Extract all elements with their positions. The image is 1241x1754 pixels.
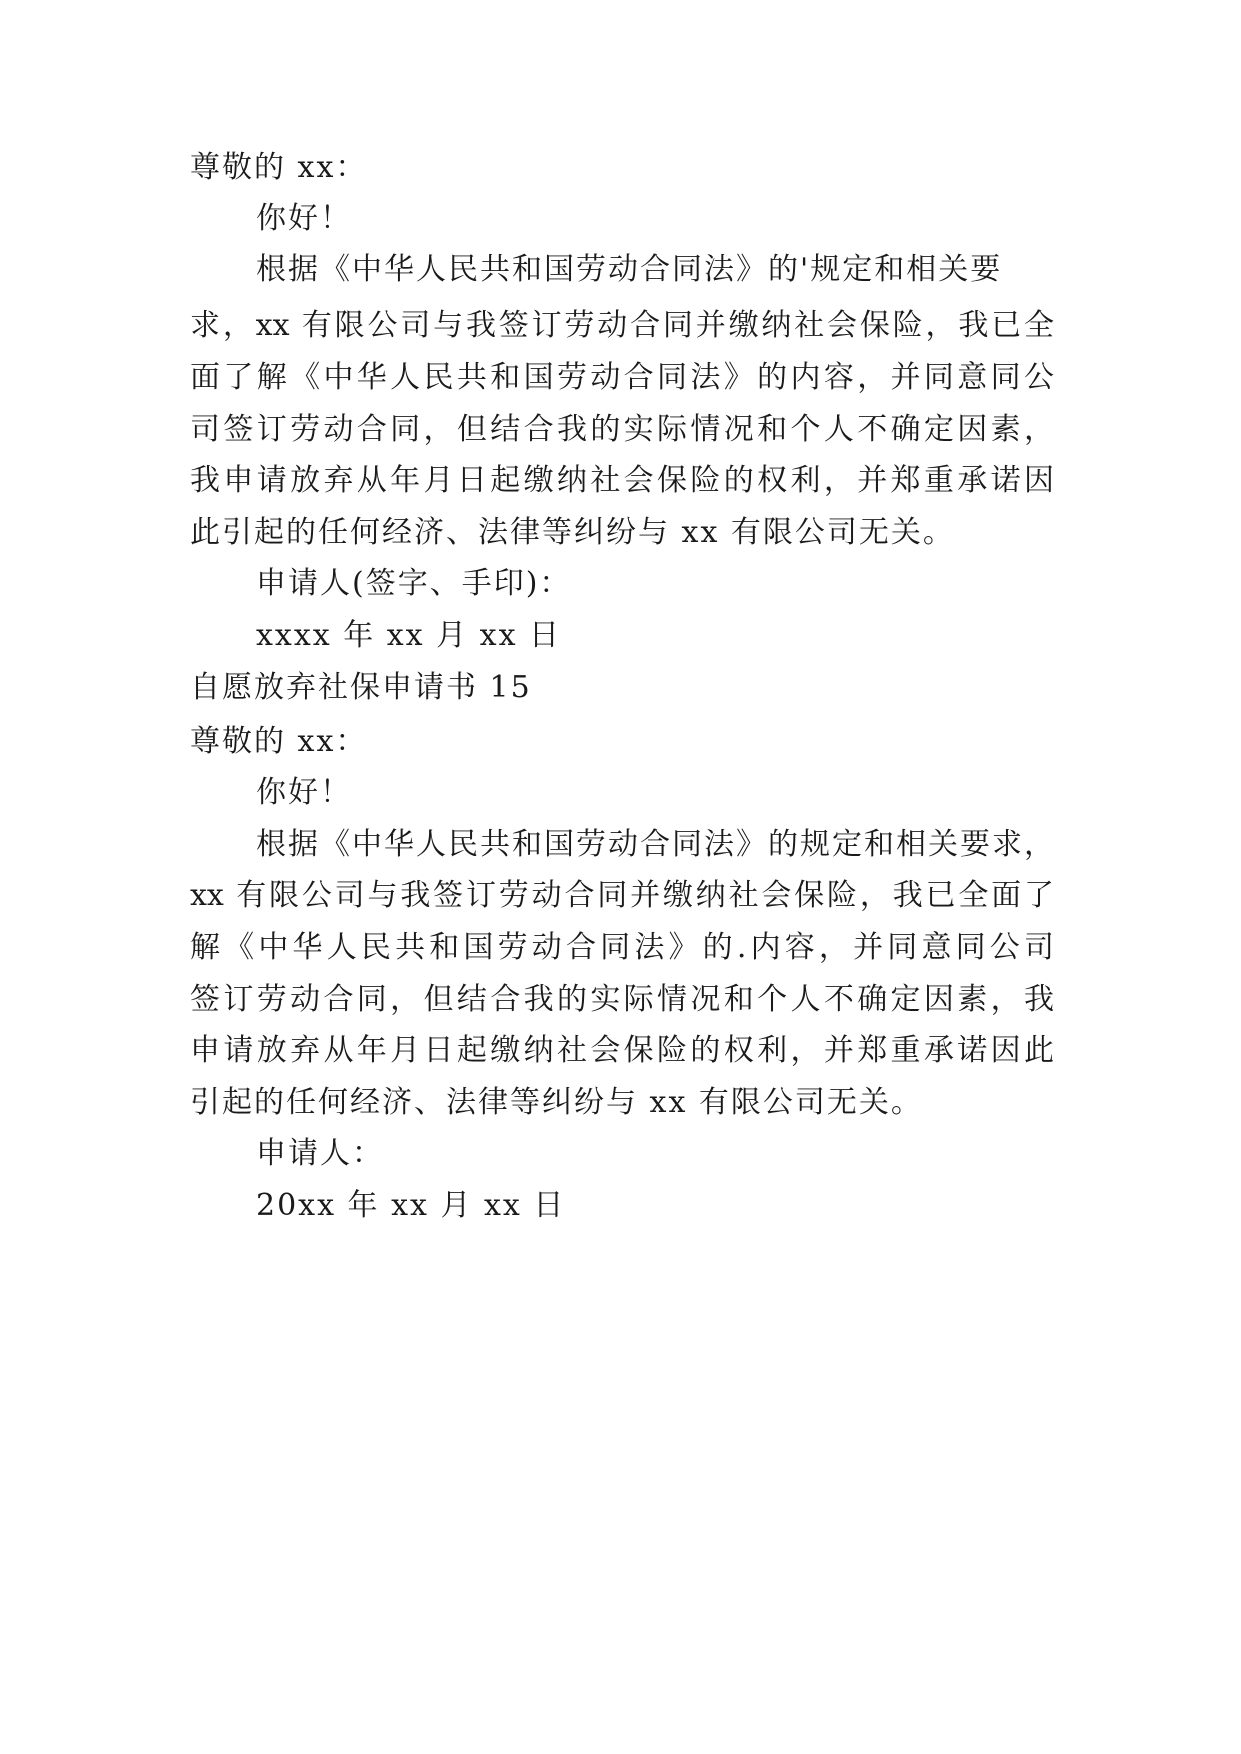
body-line: 面了解《中华人民共和国劳动合同法》的内容，并同意同公	[190, 360, 1054, 395]
salutation: 尊敬的 xx：	[190, 724, 368, 759]
date-line: xxxx 年 xx 月 xx 日	[256, 618, 562, 653]
body-line: 申请放弃从年月日起缴纳社会保险的权利，并郑重承诺因此	[190, 1033, 1054, 1068]
body-line: 根据《中华人民共和国劳动合同法》的规定和相关要求，	[256, 827, 1056, 862]
greeting: 你好！	[256, 775, 352, 810]
signature-line: 申请人(签字、手印)：	[256, 566, 572, 601]
body-line: 此引起的任何经济、法律等纠纷与 xx 有限公司无关。	[190, 515, 955, 550]
body-line: 解《中华人民共和国劳动合同法》的.内容，并同意同公司	[190, 930, 1054, 965]
body-line: 根据《中华人民共和国劳动合同法》的'规定和相关要	[256, 252, 1003, 287]
section-title: 自愿放弃社保申请书 15	[190, 670, 532, 705]
salutation: 尊敬的 xx：	[190, 150, 368, 185]
body-line: 签订劳动合同，但结合我的实际情况和个人不确定因素，我	[190, 982, 1054, 1017]
signature-line: 申请人：	[256, 1136, 384, 1171]
body-line: xx 有限公司与我签订劳动合同并缴纳社会保险，我已全面了	[190, 878, 1054, 913]
body-line: 司签订劳动合同，但结合我的实际情况和个人不确定因素，	[190, 412, 1054, 447]
body-line: 我申请放弃从年月日起缴纳社会保险的权利，并郑重承诺因	[190, 463, 1054, 498]
body-line: 引起的任何经济、法律等纠纷与 xx 有限公司无关。	[190, 1085, 923, 1120]
greeting: 你好！	[256, 201, 352, 236]
body-line: 求，xx 有限公司与我签订劳动合同并缴纳社会保险，我已全	[190, 308, 1054, 343]
date-line: 20xx 年 xx 月 xx 日	[256, 1188, 566, 1223]
